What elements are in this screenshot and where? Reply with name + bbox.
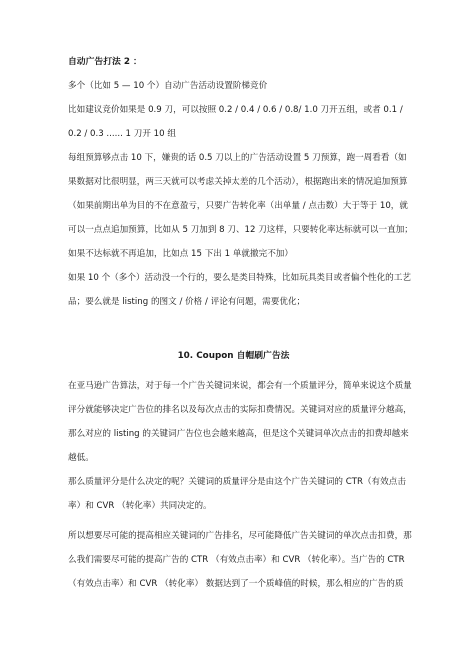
section-heading-coupon: 10. Coupon 自帽刷广告法 xyxy=(177,351,290,361)
paragraph-line: 那么对应的 listing 的关键词广告位也会越来越高，但是这个关键词单次点击的扣费却越来 xyxy=(68,429,409,439)
paragraph-line: 0.2 / 0.3 ...... 1 刀开 10 组 xyxy=(68,129,176,139)
paragraph-line: 越低。 xyxy=(68,453,94,463)
paragraph-line: 每组预算够点击 10 下，嫌贵的话 0.5 刀以上的广告活动设置 5 刀预算，跑一周看看（如 xyxy=(68,153,407,163)
paragraph-line: 品；要么就是 listing 的图文 / 价格 / 评论有问题，需要优化； xyxy=(68,297,306,307)
paragraph-line: 在亚马逊广告算法，对于每一个广告关键词来说，都会有一个质量评分，简单来说这个质量 xyxy=(68,381,412,391)
paragraph-line: 那么质量评分是什么决定的呢？关键词的质量评分是由这个广告关键词的 CTR（有效点击 xyxy=(68,477,406,487)
paragraph-line: 么我们需要尽可能的提高广告的 CTR （有效点击率）和 CVR （转化率）。当广告的 CTR xyxy=(68,555,405,565)
paragraph-line: 如果 10 个（多个）活动没一个行的，要么是类目特殊，比如玩具类目或者偏个性化的工艺 xyxy=(68,273,411,283)
paragraph-line: 比如建议竞价如果是 0.9 刀，可以按照 0.2 / 0.4 / 0.6 / 0.8/ 1.0 刀开五组，或者 0.1 / xyxy=(68,105,403,115)
paragraph-line: （有效点击率）和 CVR （转化率） 数据达到了一个质峰值的时候，那么相应的广告的质 xyxy=(68,579,404,589)
paragraph-line: 评分就能够决定广告位的排名以及每次点击的实际扣费情况。关键词对应的质量评分越高， xyxy=(68,405,412,415)
paragraph-line: 率）和 CVR （转化率）共同决定的。 xyxy=(68,501,212,511)
paragraph-line: 多个（比如 5 — 10 个）自动广告活动设置阶梯竞价 xyxy=(68,81,268,91)
paragraph-line: 所以想要尽可能的提高相应关键词的广告排名，尽可能降低广告关键词的单次点击扣费，那 xyxy=(68,531,412,541)
paragraph-line: 如果不达标就不再追加，比如点 15 下出 1 单就撤完不加） xyxy=(68,249,293,259)
section-heading-auto-ads: 自动广告打法 2 ： xyxy=(68,57,142,67)
paragraph-line: 果数据对比很明显，两三天就可以考虑关掉太差的几个活动），根据跑出来的情况追加预算 xyxy=(68,177,408,187)
paragraph-line: （如果前期出单为目的不在意盈亏，只要广告转化率（出单量 / 点击数）大于等于 10，就 xyxy=(68,201,408,211)
paragraph-line: 可以一点点追加预算，比如从 5 刀加到 8 刀、12 刀这样，只要转化率达标就可以一直加； xyxy=(68,225,413,235)
